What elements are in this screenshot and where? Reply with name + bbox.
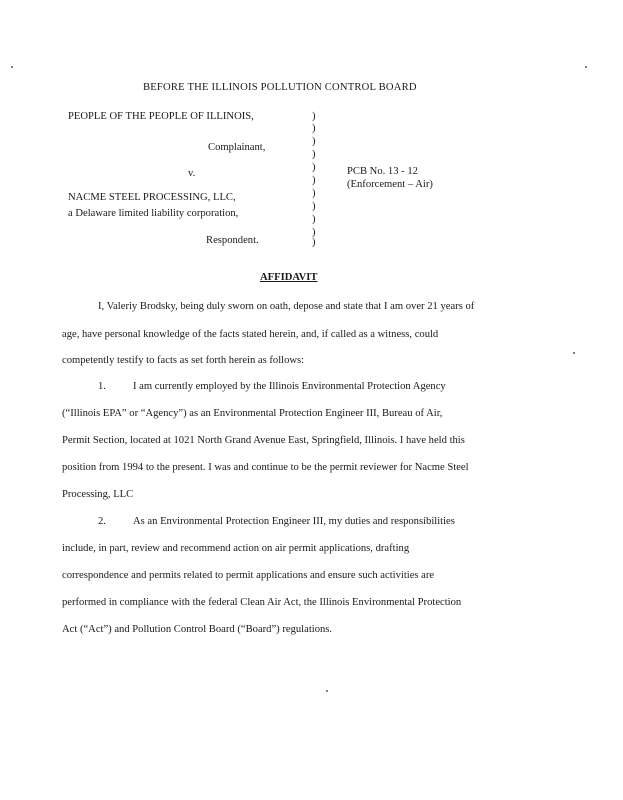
scan-speck (326, 690, 328, 692)
caption-paren: ) (312, 227, 316, 238)
paragraph-number: 1. (98, 381, 106, 392)
caption-paren: ) (312, 214, 316, 225)
intro-line: age, have personal knowledge of the facts stated herein, and, if called as a witness, could (62, 329, 439, 340)
board-title: BEFORE THE ILLINOIS POLLUTION CONTROL BOARD (143, 82, 417, 93)
scan-speck (11, 66, 13, 68)
paragraph-2-line: Act (“Act”) and Pollution Control Board (“Board”) regulations. (62, 624, 333, 635)
caption-paren: ) (312, 162, 316, 173)
defendant-name: NACME STEEL PROCESSING, LLC, (68, 192, 236, 203)
intro-line: I, Valeriy Brodsky, being duly sworn on oath, depose and state that I am over 21 years of (98, 301, 475, 312)
paragraph-2-line: As an Environmental Protection Engineer III, my duties and responsibilities (133, 516, 455, 527)
paragraph-2-line: include, in part, review and recommend action on air permit applications, drafting (62, 543, 410, 554)
paragraph-1-line: (“Illinois EPA” or “Agency”) as an Environmental Protection Engineer III, Bureau of Air, (62, 408, 443, 419)
paragraph-1-line: Permit Section, located at 1021 North Grand Avenue East, Springfield, Illinois. I have held this (62, 435, 465, 446)
paragraph-2-line: correspondence and permits related to permit applications and ensure such activities are (62, 570, 435, 581)
caption-paren: ) (312, 188, 316, 199)
plaintiff-name: PEOPLE OF THE PEOPLE OF ILLINOIS, (68, 111, 254, 122)
document-title: AFFIDAVIT (260, 272, 318, 283)
caption-paren: ) (312, 237, 316, 248)
intro-line: competently testify to facts as set forth herein as follows: (62, 355, 305, 366)
caption-paren: ) (312, 111, 316, 122)
complainant-label: Complainant, (208, 142, 266, 153)
case-type: (Enforcement – Air) (347, 179, 433, 190)
respondent-label: Respondent. (206, 235, 259, 246)
paragraph-1-line: position from 1994 to the present. I was and continue to be the permit reviewer for Nacme Steel (62, 462, 469, 473)
scan-speck (573, 352, 575, 354)
defendant-description: a Delaware limited liability corporation, (68, 208, 239, 219)
paragraph-2-line: performed in compliance with the federal Clean Air Act, the Illinois Environmental Protection (62, 597, 462, 608)
paragraph-1-line: I am currently employed by the Illinois Environmental Protection Agency (133, 381, 446, 392)
caption-paren: ) (312, 175, 316, 186)
paragraph-number: 2. (98, 516, 106, 527)
paragraph-1-line: Processing, LLC (62, 489, 134, 500)
case-number: PCB No. 13 - 12 (347, 166, 418, 177)
caption-paren: ) (312, 123, 316, 134)
caption-paren: ) (312, 149, 316, 160)
caption-paren: ) (312, 136, 316, 147)
versus-label: v. (188, 168, 196, 179)
scan-speck (585, 66, 587, 68)
caption-paren: ) (312, 201, 316, 212)
